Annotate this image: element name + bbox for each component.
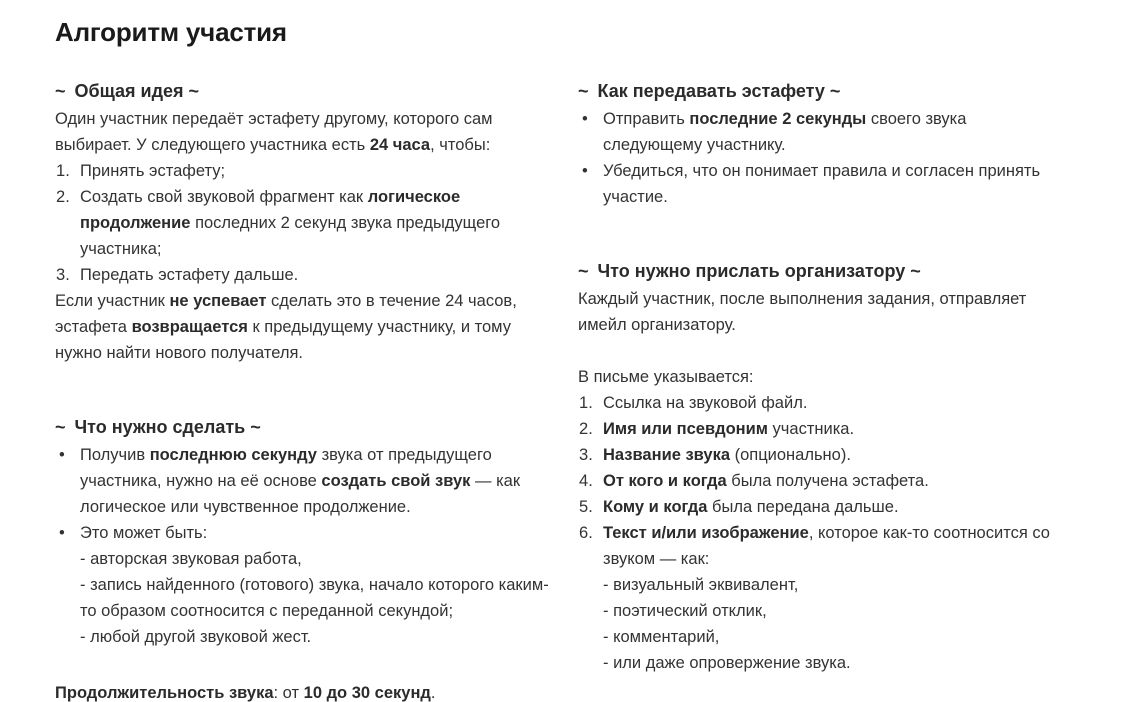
dash-item-sound-gesture: - любой другой звуковой жест. (80, 628, 312, 646)
list-item-sound-link: Ссылка на звуковой файл. (603, 394, 808, 412)
dash-item-commentary: - комментарий, (603, 628, 720, 646)
dash-item-refutation: - или даже опровержение звука. (603, 654, 851, 672)
list-item-passed-to: Кому и когда была передана дальше. (603, 498, 899, 516)
section-what-to-do (55, 416, 560, 702)
paragraph-duration: Продолжительность звука: от 10 до 30 секунд. (55, 684, 436, 702)
list-item-text-or-image (578, 520, 1061, 676)
list-item-step-2: Создать свой звуковой фрагмент как логическое продолжение последних 2 секунд звука предыдущего участника; (80, 188, 501, 258)
dash-item-found-sound: - запись найденного (готового) звука, начало которого каким-то образом соотносится с переданной секундой; (80, 576, 549, 620)
list-item-step-1: Принять эстафету; (80, 162, 226, 180)
dash-item-poetic-response: - поэтический отклик, (603, 602, 767, 620)
section-send-to-organizer (578, 260, 1061, 676)
list-item-text-or-image-text: Текст и/или изображение, которое как-то соотносится со звуком — как: (603, 524, 1050, 568)
paragraph-general-intro: Один участник передаёт эстафету другому, которого сам выбирает. У следующего участника есть 24 часа, чтобы: (55, 110, 493, 154)
dash-item-original-work: - авторская звуковая работа, (80, 550, 302, 568)
how-to-pass-list (578, 106, 1061, 210)
list-item-step-3: Передать эстафету дальше. (80, 266, 299, 284)
what-to-do-list (55, 442, 560, 650)
section-heading-send-to-organizer: ~ Что нужно прислать организатору ~ (578, 261, 921, 281)
section-how-to-pass (578, 80, 1061, 210)
relay-steps-list (55, 158, 560, 288)
paragraph-organizer-intro: Каждый участник, после выполнения задания, отправляет имейл организатору. (578, 290, 1027, 334)
two-column-layout (55, 80, 1116, 702)
list-item-sound-title: Название звука (опционально). (603, 446, 851, 464)
section-heading-how-to-pass: ~ Как передавать эстафету ~ (578, 81, 841, 101)
list-item-it-can-be (55, 520, 560, 650)
right-column (578, 80, 1061, 676)
list-item-confirm-rules: • Убедиться, что он понимает правила и согласен принять участие. (578, 158, 1061, 210)
list-item-create-sound: • Получив последнюю секунду звука от предыдущего участника, нужно на её основе создать свой звук — как логическое или чувственное продолжение. (55, 442, 560, 520)
paragraph-email-lead: В письме указывается: (578, 368, 754, 386)
list-item-received-from: От кого и когда была получена эстафета. (603, 472, 929, 490)
image-options-list (603, 572, 1061, 676)
list-item-it-can-be-text: Это может быть: (80, 524, 208, 542)
email-contents-list (578, 390, 1061, 676)
page-title: Алгоритм участия (55, 17, 287, 47)
sound-options-list (80, 546, 560, 650)
paragraph-deadline-note: Если участник не успевает сделать это в течение 24 часов, эстафета возвращается к предыдущему участнику, и тому нужно найти нового получателя. (55, 292, 517, 362)
section-heading-general-idea: ~ Общая идея ~ (55, 81, 200, 101)
dash-item-visual-equivalent: - визуальный эквивалент, (603, 576, 799, 594)
section-general-idea (55, 80, 560, 366)
list-item-send-last-seconds: • Отправить последние 2 секунды своего звука следующему участнику. (578, 106, 1061, 158)
left-column (55, 80, 560, 702)
list-item-name: Имя или псевдоним участника. (603, 420, 855, 438)
section-heading-what-to-do: ~ Что нужно сделать ~ (55, 417, 261, 437)
